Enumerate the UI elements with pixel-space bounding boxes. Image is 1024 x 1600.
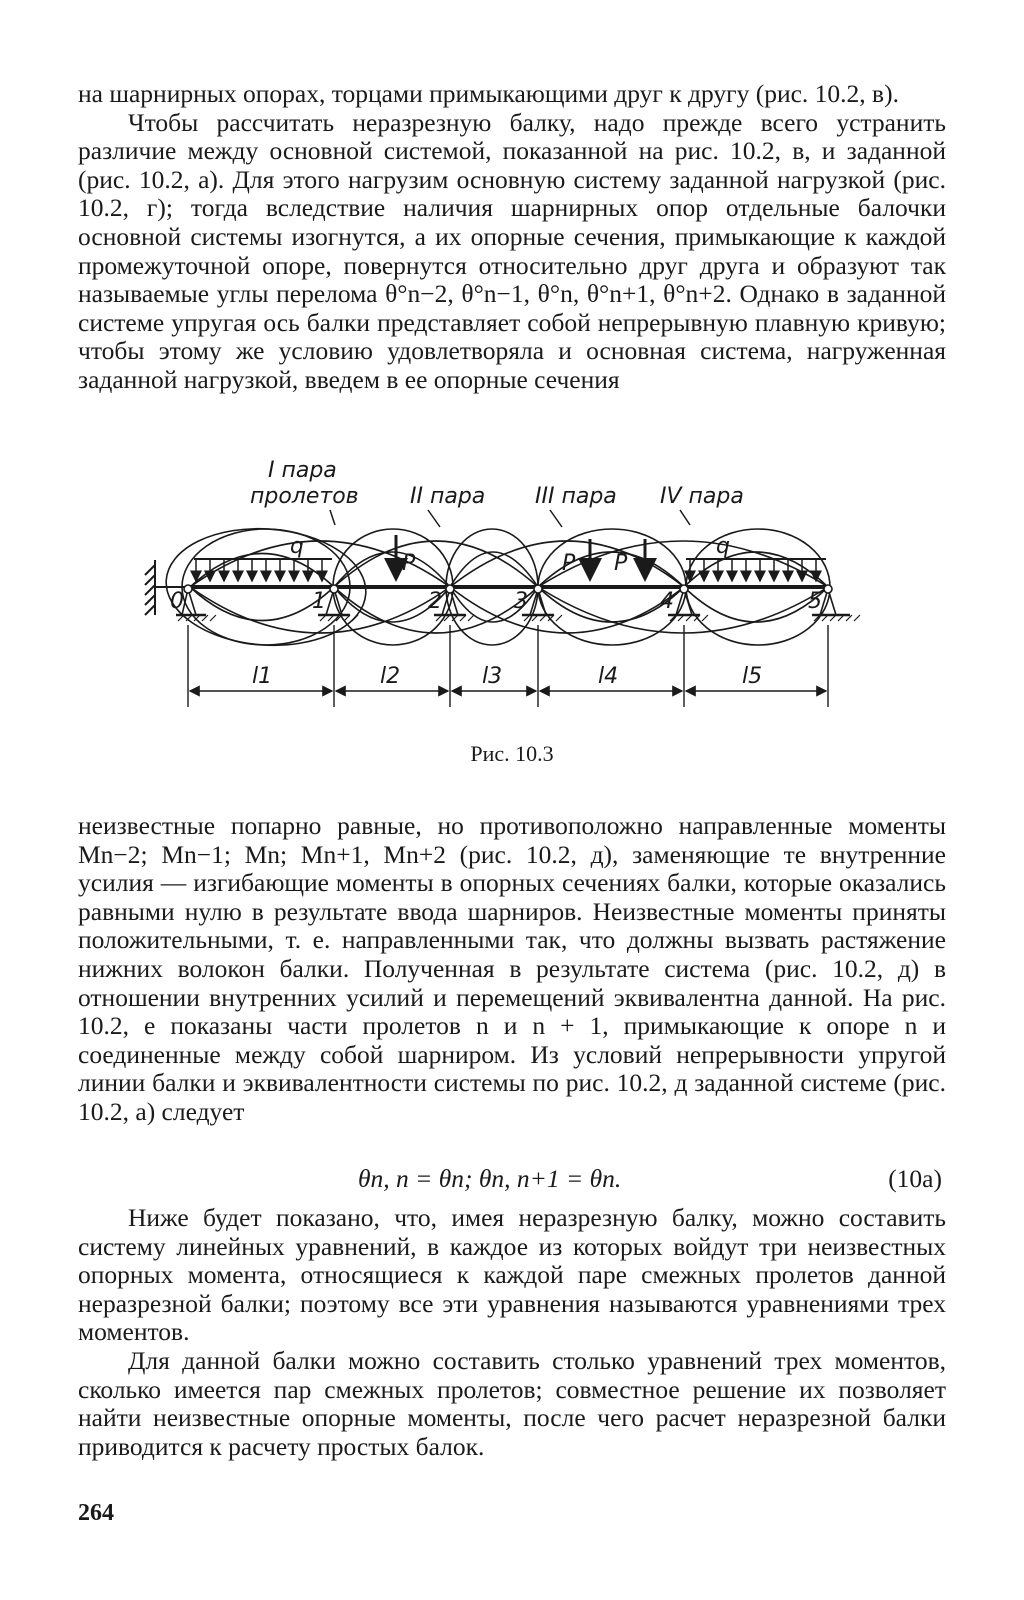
span-label: l1: [252, 664, 273, 689]
text-block-bottom: [78, 1204, 946, 1461]
span-label: l2: [380, 664, 401, 689]
support-label: 2: [428, 589, 442, 614]
formula-line: [78, 1163, 946, 1195]
support-label: 4: [660, 589, 674, 614]
load-label: q: [290, 534, 304, 559]
text-block-middle: [78, 812, 946, 1127]
support-label: 5: [808, 589, 822, 614]
distributed-load-right: [686, 559, 826, 581]
support-label: 3: [514, 589, 528, 614]
page-number: 264: [78, 1500, 114, 1526]
load-label: q: [716, 534, 730, 559]
paragraph: Для данной балки можно составить столько уравнений трех моментов, сколько имеется пар смежных пролетов; совместное решение их позволяет найти неизвестные опорные моменты, после чего расчет неразрезной балки приводится к расчету простых балок.: [78, 1345, 946, 1461]
load-label: P: [614, 551, 628, 576]
load-label: P: [562, 551, 576, 576]
hinged-supports: [176, 585, 850, 615]
support-label: 1: [312, 589, 326, 614]
load-label: P: [402, 551, 416, 576]
figure-caption: Рис. 10.3: [470, 741, 554, 766]
span-label: l3: [482, 664, 503, 689]
formula-number: (10а): [888, 1164, 942, 1193]
span-label: l4: [598, 664, 619, 689]
support-label: 0: [170, 589, 184, 614]
paragraph: Чтобы рассчитать неразрезную балку, надо прежде всего устранить различие между основной системой, показанной на рис. 10.2, в, и заданной (рис. 10.2, а). Для этого нагрузим основную систему заданной нагрузкой (рис. 10.2, г); тогда вследствие наличия шарнирных опор отдельные балочки основной системы изогнутся, а их опорные сечения, примыкающие к каждой промежуточной опоре, повернутся относительно друг друга и образуют так называемые углы перелома θ°n−2, θ°n−1, θ°n, θ°n+1, θ°n+2. Однако в заданной системе упругая ось балки представляет собой непрерывную плавную кривую; чтобы этому же условию удовлетворяла и основная система, нагруженная заданной нагрузкой, введем в ее опорные сечения: [78, 107, 946, 394]
paragraph: на шарнирных опорах, торцами примыкающими друг к другу (рис. 10.2, в).: [78, 79, 899, 108]
pair-label: II пара: [410, 484, 486, 509]
pair-label: IV пара: [660, 484, 744, 509]
pair-label: I пара: [268, 458, 337, 483]
pair-label: III пара: [535, 484, 617, 509]
span-dimension-lines: [188, 625, 828, 707]
continuous-beam-figure: [0, 455, 1024, 725]
paragraph: Ниже будет показано, что, имея неразрезную балку, можно составить систему линейных уравнений, в каждое из которых войдут три неизвестных опорных момента, относящиеся к каждой паре смежных пролетов данной неразрезной балки; поэтому все эти уравнения называются уравнениями трех моментов.: [78, 1203, 946, 1347]
pair-label: пролетов: [250, 484, 359, 509]
paragraph: неизвестные попарно равные, но противоположно направленные моменты Mn−2; Mn−1; Mn; Mn+1, Mn+2 (рис. 10.2, д), заменяющие те внутренние усилия — изгибающие моменты в опорных сечениях балки, которые оказались равными нулю в результате ввода шарниров. Неизвестные моменты приняты положительными, т. е. направленными так, что должны вызвать растяжение нижних волокон балки. Полученная в результате система (рис. 10.2, д) в отношении внутренних усилий и перемещений эквивалентна данной. На рис. 10.2, е показаны части пролетов n и n + 1, примыкающие к опоре n и соединенные между собой шарниром. Из условий непрерывности упругой линии балки и эквивалентности системы по рис. 10.2, д заданной системе (рис. 10.2, а) следует: [78, 811, 946, 1126]
span-label: l5: [742, 664, 763, 689]
formula: θn, n = θn; θn, n+1 = θn.: [358, 1164, 622, 1193]
text-block-top: [78, 80, 946, 395]
